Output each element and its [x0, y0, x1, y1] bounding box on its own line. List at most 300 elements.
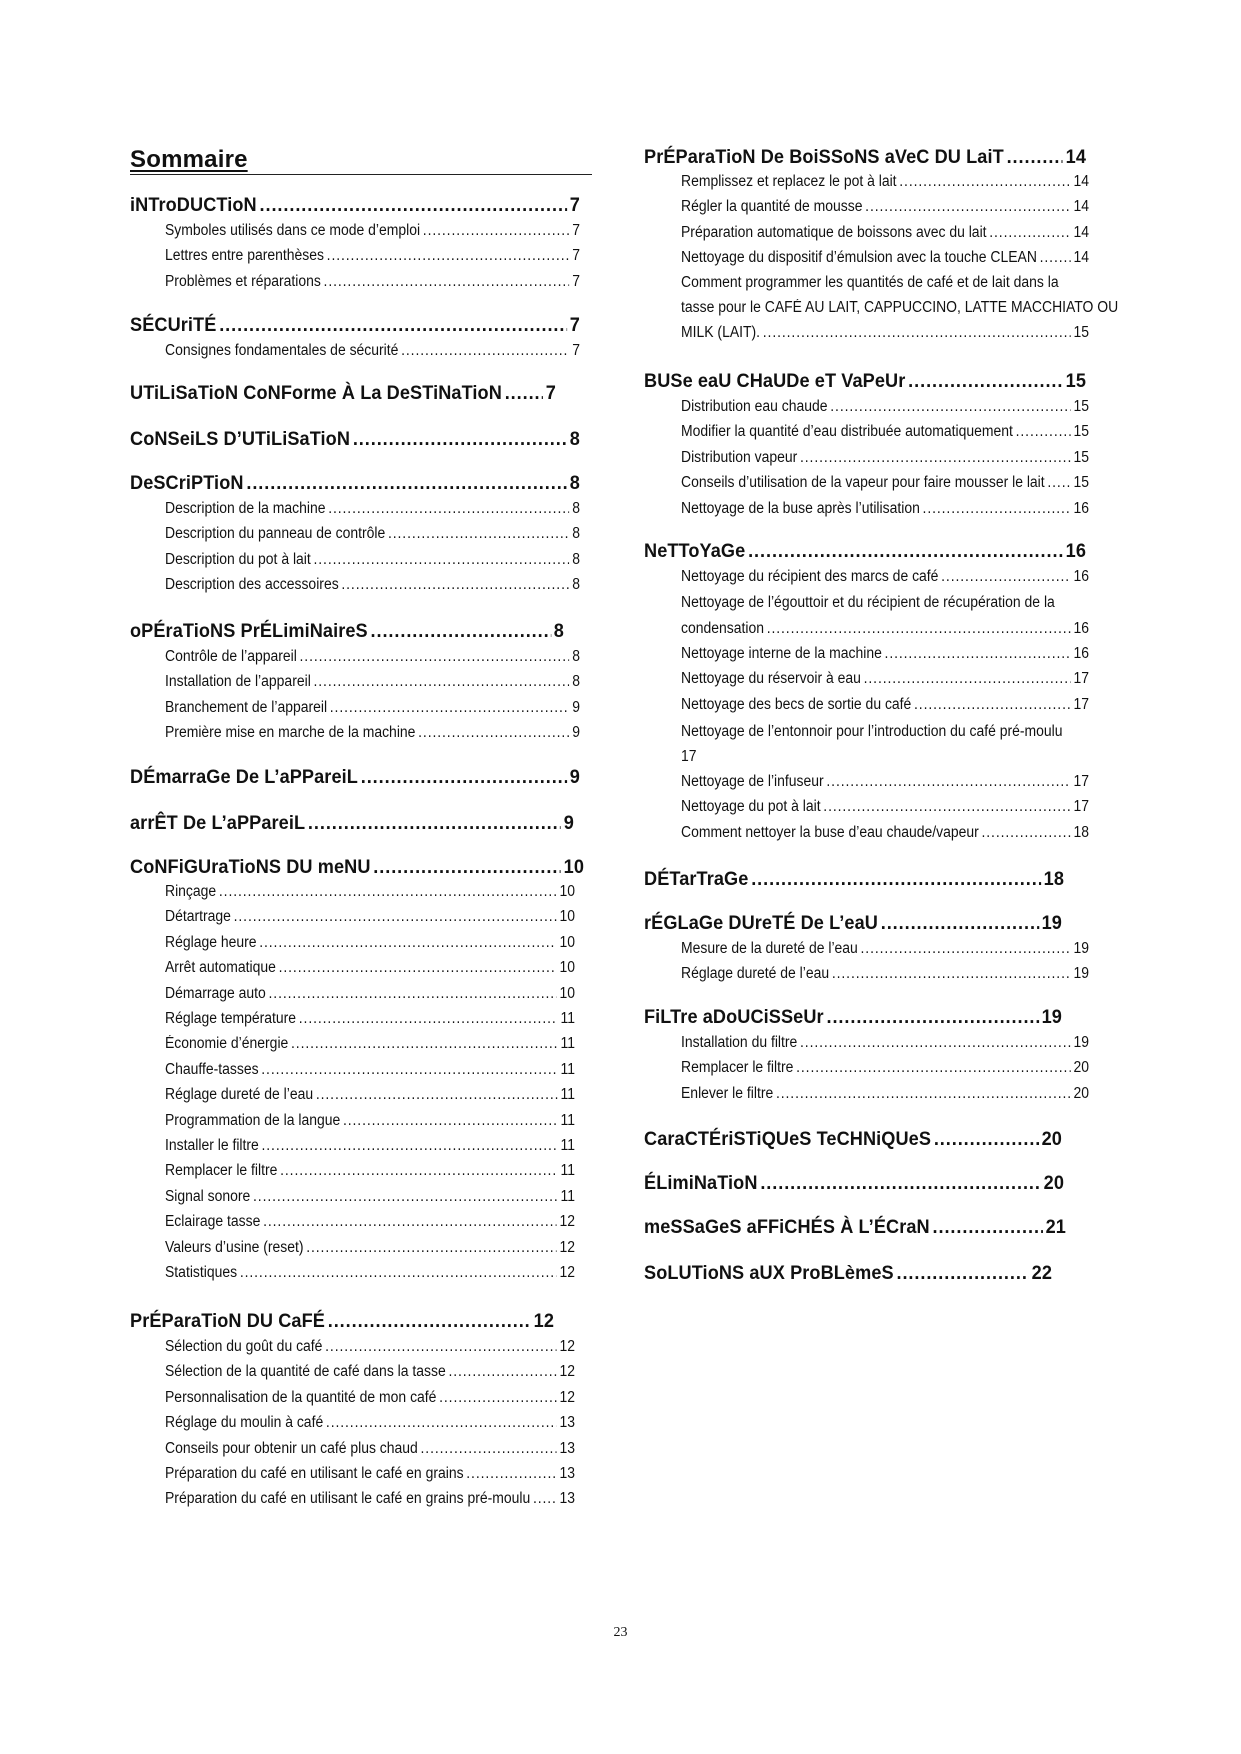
leader-dots	[341, 576, 569, 594]
leader-dots	[234, 908, 557, 926]
lait-item-label: Régler la quantité de mousse	[681, 198, 863, 216]
configurations-item-label: Réglage dureté de l’eau	[165, 1086, 314, 1104]
buse-item-page: 15	[1073, 448, 1089, 466]
leader-dots	[327, 247, 570, 265]
section-utilisation-label: UTiLiSaTioN CoNForme À La DeSTiNaTioN	[130, 382, 502, 404]
configurations-item-label: Réglage température	[165, 1010, 297, 1027]
leader-dots	[899, 173, 1071, 191]
cafe-item[interactable]	[165, 1363, 575, 1381]
configurations-item-label: Statistiques	[165, 1264, 238, 1281]
section-messages-label: meSSaGeS aFFiCHÉS À L’ÉCraN	[644, 1216, 930, 1238]
filtre-item[interactable]	[681, 1059, 1089, 1077]
section-utilisation[interactable]	[130, 382, 556, 405]
leader-dots	[314, 673, 570, 691]
section-demarrage-page: 9	[569, 766, 580, 788]
leader-dots	[246, 472, 567, 495]
filtre-item-label: Installation du filtre	[681, 1034, 798, 1051]
leader-dots	[864, 670, 1071, 688]
buse-item[interactable]	[681, 474, 1089, 492]
nettoyage-wrap2-line-2: 17	[681, 748, 697, 765]
cafe-item[interactable]	[165, 1389, 575, 1407]
section-elimination[interactable]	[644, 1172, 1064, 1195]
configurations-item[interactable]	[165, 1112, 575, 1130]
nettoyage-item[interactable]	[681, 696, 1089, 714]
section-configurations-page: 10	[563, 856, 584, 878]
lait-item-label: Remplissez et replacez le pot à lait	[681, 173, 897, 190]
configurations-item-page: 12	[559, 1238, 575, 1256]
section-description[interactable]	[130, 472, 580, 495]
section-operations-page: 8	[553, 620, 564, 642]
section-durete-label: rÉGLaGe DUreTÉ De L’eaU	[644, 912, 878, 934]
cafe-item-label: Personnalisation de la quantité de mon café	[165, 1388, 437, 1406]
cafe-item-label: Sélection de la quantité de café dans la tasse	[165, 1363, 446, 1381]
section-detartrage-label: DÉTarTraGe	[644, 868, 749, 890]
leader-dots	[325, 1338, 557, 1356]
description-item[interactable]	[165, 500, 580, 518]
leader-dots	[279, 959, 557, 977]
section-lait[interactable]	[644, 146, 1086, 169]
leader-dots	[219, 883, 557, 901]
section-configurations-label: CoNFiGUraTioNS DU meNU	[130, 856, 371, 878]
configurations-item-page: 11	[560, 1010, 575, 1027]
leader-dots	[881, 912, 1039, 935]
nettoyage-item-label: Nettoyage des becs de sortie du café	[681, 695, 912, 713]
cafe-item[interactable]	[165, 1414, 575, 1432]
section-cafe-label: PrÉParaTioN DU CaFÉ	[130, 1310, 325, 1332]
operations-item[interactable]	[165, 673, 580, 691]
introduction-item-page: 7	[572, 222, 580, 239]
section-filtre-label: FiLTre aDoUCiSSeUr	[644, 1006, 824, 1028]
leader-dots	[353, 428, 567, 451]
nettoyage-item-label: Nettoyage du réservoir à eau	[681, 670, 861, 688]
nettoyage-item-page: 16	[1073, 645, 1089, 662]
operations-item[interactable]	[165, 648, 580, 666]
nettoyage-item[interactable]	[681, 798, 1089, 816]
leader-dots	[865, 198, 1071, 216]
durete-item-page: 19	[1073, 940, 1089, 957]
nettoyage-item-page: 17	[1073, 798, 1089, 816]
filtre-item[interactable]	[681, 1085, 1089, 1103]
section-durete[interactable]	[644, 912, 1062, 935]
buse-item[interactable]	[681, 398, 1089, 416]
leader-dots	[505, 382, 543, 405]
filtre-item-label: Enlever le filtre	[681, 1084, 774, 1102]
introduction-item[interactable]	[165, 273, 580, 291]
leader-dots	[1040, 249, 1071, 267]
securite-item-label: Consignes fondamentales de sécurité	[165, 342, 399, 359]
introduction-item-label: Lettres entre parenthèses	[165, 247, 324, 265]
leader-dots	[326, 1414, 557, 1432]
configurations-item[interactable]	[165, 985, 575, 1003]
leader-dots	[914, 696, 1071, 714]
buse-item-label: Distribution eau chaude	[681, 398, 828, 415]
cafe-item[interactable]	[165, 1440, 575, 1458]
leader-dots	[299, 1010, 558, 1028]
configurations-item-label: Signal sonore	[165, 1187, 251, 1205]
operations-item-label: Contrôle de l’appareil	[165, 648, 297, 665]
lait-item-page: 14	[1073, 198, 1089, 216]
leader-dots	[861, 940, 1071, 958]
leader-dots	[800, 449, 1071, 467]
configurations-item-page: 11	[560, 1086, 575, 1104]
section-caracteristiques[interactable]	[644, 1128, 1062, 1151]
description-item-label: Description des accessoires	[165, 576, 339, 594]
section-conseils-label: CoNSeiLS D’UTiLiSaTioN	[130, 428, 351, 450]
section-buse[interactable]	[644, 370, 1086, 393]
configurations-item-page: 10	[559, 984, 575, 1002]
leader-dots	[751, 868, 1041, 891]
leader-dots	[328, 500, 569, 518]
configurations-item-page: 10	[559, 908, 575, 926]
nettoyage-item-page: 17	[1073, 670, 1089, 688]
section-conseils[interactable]	[130, 428, 580, 451]
lait-item[interactable]	[681, 198, 1089, 216]
section-caracteristiques-page: 20	[1041, 1128, 1062, 1150]
section-introduction-page: 7	[569, 194, 580, 216]
leader-dots	[418, 724, 569, 742]
configurations-item[interactable]	[165, 1137, 575, 1155]
section-messages-page: 21	[1045, 1216, 1066, 1238]
leader-dots	[923, 500, 1071, 518]
section-cafe[interactable]	[130, 1310, 554, 1333]
section-elimination-label: ÉLimiNaTioN	[644, 1172, 758, 1194]
leader-dots	[896, 1262, 1028, 1285]
filtre-item[interactable]	[681, 1034, 1089, 1052]
buse-item[interactable]	[681, 500, 1089, 518]
section-description-page: 8	[569, 472, 580, 494]
leader-dots	[401, 342, 569, 360]
buse-item-page: 15	[1073, 423, 1089, 441]
section-elimination-page: 20	[1043, 1172, 1064, 1194]
leader-dots	[330, 699, 570, 717]
leader-dots	[748, 540, 1063, 563]
configurations-item-page: 11	[560, 1137, 575, 1154]
configurations-item[interactable]	[165, 1086, 575, 1104]
durete-item-page: 19	[1073, 965, 1089, 983]
page-number: 23	[613, 1625, 628, 1640]
configurations-item-label: Programmation de la langue	[165, 1111, 341, 1129]
section-messages[interactable]	[644, 1216, 1066, 1239]
configurations-item-page: 10	[559, 883, 575, 900]
lait-item-page: 14	[1073, 249, 1089, 267]
introduction-item-label: Symboles utilisés dans ce mode d’emploi	[165, 222, 421, 239]
lait-wrap-line-3[interactable]	[681, 324, 1089, 342]
leader-dots	[767, 620, 1071, 638]
leader-dots	[763, 324, 1071, 342]
cafe-item-label: Préparation du café en utilisant le café en grains	[165, 1465, 464, 1482]
nettoyage-item-page: 18	[1073, 823, 1089, 841]
securite-item[interactable]	[165, 342, 580, 360]
durete-item[interactable]	[681, 965, 1089, 983]
leader-dots	[934, 1128, 1039, 1151]
introduction-item-page: 7	[572, 247, 580, 265]
leader-dots	[1016, 423, 1071, 441]
cafe-item-label: Préparation du café en utilisant le café en grains pré-moulu	[165, 1490, 531, 1508]
leader-dots	[259, 934, 557, 952]
buse-item[interactable]	[681, 423, 1089, 441]
section-utilisation-page: 7	[545, 382, 556, 404]
leader-dots	[361, 766, 567, 789]
introduction-item-label: Problèmes et réparations	[165, 272, 321, 290]
section-introduction[interactable]	[130, 194, 580, 217]
configurations-item[interactable]	[165, 1213, 575, 1231]
cafe-item-page: 12	[559, 1338, 575, 1355]
configurations-item-label: Installer le filtre	[165, 1137, 259, 1154]
nettoyage-item-label: Nettoyage du pot à lait	[681, 798, 821, 816]
configurations-item-label: Démarrage auto	[165, 984, 266, 1002]
leader-dots	[260, 194, 567, 217]
configurations-item[interactable]	[165, 1188, 575, 1206]
buse-item[interactable]	[681, 449, 1089, 467]
filtre-item-page: 20	[1073, 1059, 1089, 1077]
section-filtre[interactable]	[644, 1006, 1062, 1029]
leader-dots	[1047, 474, 1070, 492]
operations-item-page: 9	[572, 724, 580, 742]
section-lait-page: 14	[1065, 146, 1086, 168]
configurations-item-page: 11	[560, 1187, 575, 1205]
section-securite-label: SÉCUriTÉ	[130, 314, 217, 336]
leader-dots	[300, 648, 570, 666]
leader-dots	[760, 1172, 1041, 1195]
description-item[interactable]	[165, 576, 580, 594]
nettoyage-item[interactable]	[681, 568, 1089, 586]
leader-dots	[832, 965, 1071, 983]
operations-item-page: 8	[572, 648, 580, 665]
cafe-item-page: 12	[559, 1388, 575, 1406]
leader-dots	[388, 525, 570, 543]
configurations-item-page: 10	[559, 933, 575, 951]
leader-dots	[830, 398, 1070, 416]
configurations-item-label: Remplacer le filtre	[165, 1162, 278, 1180]
configurations-item[interactable]	[165, 1264, 575, 1282]
configurations-item-label: Rinçage	[165, 883, 217, 900]
configurations-item[interactable]	[165, 908, 575, 926]
leader-dots	[263, 1213, 557, 1231]
introduction-item[interactable]	[165, 222, 580, 240]
filtre-item-page: 19	[1073, 1034, 1089, 1051]
leader-dots	[269, 985, 557, 1003]
section-filtre-page: 19	[1041, 1006, 1062, 1028]
nettoyage-item[interactable]	[681, 670, 1089, 688]
leader-dots	[253, 1188, 558, 1206]
description-item-label: Description du panneau de contrôle	[165, 525, 386, 543]
leader-dots	[324, 273, 570, 291]
section-arret-label: arrÊT De L’aPPareiL	[130, 812, 306, 834]
leader-dots	[826, 1006, 1038, 1029]
configurations-item[interactable]	[165, 934, 575, 952]
leader-dots	[343, 1112, 558, 1130]
introduction-item-page: 7	[572, 272, 580, 290]
introduction-item[interactable]	[165, 247, 580, 265]
description-item-label: Description de la machine	[165, 500, 326, 517]
description-item-page: 8	[572, 550, 580, 568]
durete-item[interactable]	[681, 940, 1089, 958]
cafe-item-page: 13	[559, 1439, 575, 1457]
section-securite[interactable]	[130, 314, 580, 337]
description-item-label: Description du pot à lait	[165, 550, 311, 568]
section-detartrage-page: 18	[1043, 868, 1064, 890]
section-description-label: DeSCriPTioN	[130, 472, 244, 494]
page-title	[130, 146, 592, 175]
operations-item[interactable]	[165, 699, 580, 717]
buse-item-label: Conseils d’utilisation de la vapeur pour faire mousser le lait	[681, 474, 1045, 492]
section-arret[interactable]	[130, 812, 574, 835]
nettoyage-item[interactable]	[681, 645, 1089, 663]
configurations-item[interactable]	[165, 1239, 575, 1257]
leader-dots	[800, 1034, 1071, 1052]
configurations-item[interactable]	[165, 1010, 575, 1028]
durete-item-label: Mesure de la dureté de l’eau	[681, 940, 858, 957]
section-configurations[interactable]	[130, 856, 584, 879]
configurations-item[interactable]	[165, 883, 575, 901]
leader-dots	[776, 1085, 1071, 1103]
configurations-item[interactable]	[165, 1162, 575, 1180]
leader-dots	[466, 1465, 556, 1483]
section-demarrage[interactable]	[130, 766, 580, 789]
leader-dots	[908, 370, 1063, 393]
section-cafe-page: 12	[533, 1310, 554, 1332]
configurations-item[interactable]	[165, 1061, 575, 1079]
leader-dots	[981, 824, 1070, 842]
leader-dots	[240, 1264, 557, 1282]
leader-dots	[448, 1363, 556, 1381]
nettoyage-item[interactable]	[681, 773, 1089, 791]
nettoyage-item-label: Nettoyage du récipient des marcs de café	[681, 568, 939, 585]
filtre-item-page: 20	[1073, 1084, 1089, 1102]
configurations-item-page: 11	[560, 1035, 575, 1053]
configurations-item[interactable]	[165, 1035, 575, 1053]
section-buse-label: BUSe eaU CHaUDe eT VaPeUr	[644, 370, 906, 392]
cafe-item-page: 13	[559, 1490, 575, 1508]
section-solutions-label: SoLUTioNS aUX ProBLèmeS	[644, 1262, 894, 1284]
leader-dots	[439, 1389, 557, 1407]
lait-item[interactable]	[681, 249, 1089, 267]
leader-dots	[219, 314, 567, 337]
leader-dots	[826, 773, 1070, 791]
nettoyage-item[interactable]	[681, 824, 1089, 842]
nettoyage-wrap2-line-1: Nettoyage de l’entonnoir pour l’introduction du café pré-moulu	[681, 723, 1063, 740]
section-solutions[interactable]	[644, 1262, 1052, 1285]
configurations-item-page: 10	[559, 959, 575, 977]
section-solutions-page: 22	[1031, 1262, 1052, 1284]
lait-item-page: 14	[1073, 223, 1089, 241]
operations-item[interactable]	[165, 724, 580, 742]
description-item-page: 8	[572, 525, 580, 543]
description-item-page: 8	[572, 500, 580, 517]
leader-dots	[989, 224, 1071, 242]
operations-item-label: Installation de l’appareil	[165, 673, 311, 691]
configurations-item[interactable]	[165, 959, 575, 977]
section-detartrage[interactable]	[644, 868, 1064, 891]
section-lait-label: PrÉParaTioN De BoiSSoNS aVeC DU LaiT	[644, 146, 1004, 168]
lait-wrap-line-1: Comment programmer les quantités de café et de lait dans la	[681, 274, 1059, 291]
nettoyage-item-page: 16	[1073, 568, 1089, 585]
lait-wrap-line-2: tasse pour le CAFÉ AU LAIT, CAPPUCCINO, LATTE MACCHIATO OU	[681, 299, 1119, 316]
nettoyage-item-page: 17	[1073, 773, 1089, 790]
leader-dots	[291, 1035, 558, 1053]
section-nettoyage-label: NeTToYaGe	[644, 540, 746, 562]
configurations-item-page: 11	[560, 1060, 575, 1078]
section-nettoyage-page: 16	[1065, 540, 1086, 562]
buse-item-label: Modifier la quantité d’eau distribuée automatiquement	[681, 423, 1013, 441]
cafe-item-page: 13	[559, 1414, 575, 1432]
cafe-item-label: Sélection du goût du café	[165, 1338, 323, 1355]
leader-dots	[941, 568, 1071, 586]
cafe-item[interactable]	[165, 1338, 575, 1356]
lait-item[interactable]	[681, 173, 1089, 191]
cafe-item-page: 13	[559, 1465, 575, 1482]
operations-item-page: 8	[572, 673, 580, 691]
section-operations-label: oPÉraTioNS PrÉLimiNaireS	[130, 620, 368, 642]
configurations-item-page: 11	[560, 1162, 575, 1180]
buse-item-page: 16	[1073, 499, 1089, 517]
leader-dots	[308, 812, 561, 835]
leader-dots	[306, 1239, 557, 1257]
leader-dots	[262, 1137, 558, 1155]
cafe-item[interactable]	[165, 1465, 575, 1483]
cafe-item-page: 12	[559, 1363, 575, 1381]
leader-dots	[796, 1059, 1071, 1077]
nettoyage-wrap-line-2-page: 16	[1073, 620, 1089, 637]
filtre-item-label: Remplacer le filtre	[681, 1059, 794, 1077]
nettoyage-item-label: Nettoyage interne de la machine	[681, 645, 882, 662]
leader-dots	[373, 856, 561, 879]
lait-wrap-line-3-label: MILK (LAIT).	[681, 324, 761, 341]
leader-dots	[1007, 146, 1063, 169]
leader-dots	[823, 798, 1070, 816]
section-durete-page: 19	[1041, 912, 1062, 934]
cafe-item-label: Réglage du moulin à café	[165, 1414, 324, 1432]
description-item[interactable]	[165, 551, 580, 569]
nettoyage-wrap-line-2[interactable]	[681, 620, 1089, 638]
nettoyage-wrap-line-2-label: condensation	[681, 620, 764, 637]
section-conseils-page: 8	[569, 428, 580, 450]
configurations-item-label: Chauffe-tasses	[165, 1060, 259, 1078]
lait-item-label: Nettoyage du dispositif d’émulsion avec la touche CLEAN	[681, 249, 1037, 267]
description-item[interactable]	[165, 525, 580, 543]
leader-dots	[316, 1086, 558, 1104]
section-operations[interactable]	[130, 620, 564, 643]
leader-dots	[885, 645, 1071, 663]
cafe-item[interactable]	[165, 1490, 575, 1508]
operations-item-label: Première mise en marche de la machine	[165, 724, 416, 742]
operations-item-label: Branchement de l’appareil	[165, 698, 328, 716]
lait-item-label: Préparation automatique de boissons avec du lait	[681, 223, 987, 241]
leader-dots	[261, 1061, 558, 1079]
leader-dots	[371, 620, 551, 643]
description-item-page: 8	[572, 576, 580, 594]
configurations-item-label: Eclairage tasse	[165, 1213, 261, 1231]
section-arret-page: 9	[563, 812, 574, 834]
leader-dots	[933, 1216, 1043, 1239]
configurations-item-label: Arrêt automatique	[165, 959, 276, 977]
buse-item-page: 15	[1073, 398, 1089, 415]
nettoyage-item-label: Nettoyage de l’infuseur	[681, 773, 824, 790]
configurations-item-page: 12	[559, 1264, 575, 1281]
configurations-item-page: 12	[559, 1213, 575, 1231]
configurations-item-label: Valeurs d’usine (reset)	[165, 1238, 304, 1256]
securite-item-page: 7	[572, 342, 580, 359]
section-nettoyage[interactable]	[644, 540, 1086, 563]
leader-dots	[328, 1310, 531, 1333]
section-introduction-label: iNTroDUCTioN	[130, 194, 257, 216]
lait-item-page: 14	[1073, 173, 1089, 190]
leader-dots	[423, 222, 570, 240]
lait-item[interactable]	[681, 224, 1089, 242]
buse-item-label: Nettoyage de la buse après l’utilisation	[681, 499, 920, 517]
durete-item-label: Réglage dureté de l’eau	[681, 965, 830, 983]
lait-wrap-line-3-page: 15	[1073, 324, 1089, 341]
